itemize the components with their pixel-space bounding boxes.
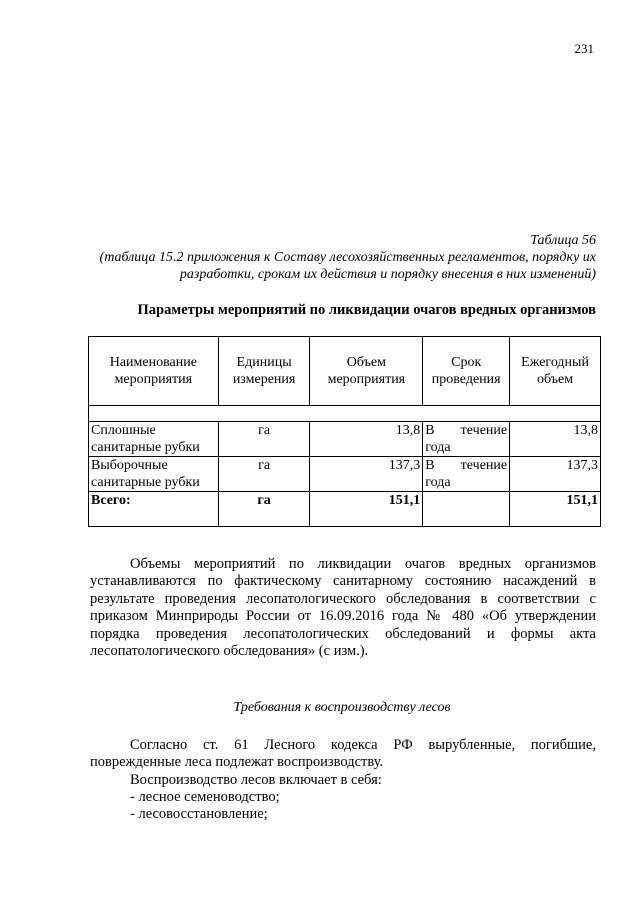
cell-unit: га — [218, 457, 310, 492]
paragraph-reproduction — [90, 737, 596, 789]
cell-term: В течение года — [423, 457, 510, 492]
cell-volume: 137,3 — [310, 457, 423, 492]
paragraph-volumes — [90, 556, 596, 660]
table-header-row — [89, 337, 601, 406]
header-cell: Ежегодный объем — [510, 337, 601, 406]
table-total-row — [89, 492, 601, 527]
cell-volume: 13,8 — [310, 422, 423, 457]
list-item: - лесовосстановление; — [130, 806, 268, 823]
table-source-note: (таблица 15.2 приложения к Составу лесохозяйственных регламентов, порядку их разработки, срокам их действия и порядку внесения в них изменений) — [99, 250, 596, 282]
table-title: Параметры мероприятий по ликвидации очагов вредных организмов — [137, 302, 596, 318]
paragraph-text: Воспроизводство лесов включает в себя: — [130, 771, 382, 788]
section-title: Требования к воспроизводству лесов — [233, 700, 451, 715]
table-spacer-row — [89, 406, 601, 422]
header-cell: Объем мероприятия — [310, 337, 423, 406]
cell-annual-volume: 13,8 — [510, 422, 601, 457]
table-number: Таблица 56 — [530, 233, 596, 248]
cell-total-unit: га — [218, 492, 310, 527]
cell-total-label: Всего: — [89, 492, 219, 527]
header-cell: Наименование мероприятия — [89, 337, 219, 406]
cell-total-term — [423, 492, 510, 527]
table-row — [89, 422, 601, 457]
cell-total-annual: 151,1 — [510, 492, 601, 527]
cell-term: В течение года — [423, 422, 510, 457]
cell-annual-volume: 137,3 — [510, 457, 601, 492]
table-row — [89, 457, 601, 492]
measures-table — [88, 336, 601, 527]
paragraph-text: Согласно ст. 61 Лесного кодекса РФ вырубленные, погибшие, поврежденные леса подлежат воспроизводству. — [90, 737, 596, 771]
reproduction-list — [130, 789, 280, 824]
header-cell: Единицы измерения — [218, 337, 310, 406]
page-number: 231 — [574, 41, 594, 56]
cell-total-volume: 151,1 — [310, 492, 423, 527]
cell-unit: га — [218, 422, 310, 457]
list-item: - лесное семеноводство; — [130, 789, 280, 805]
header-cell: Срок проведения — [423, 337, 510, 406]
cell-measure-name: Сплошные санитарные рубки — [89, 422, 219, 457]
cell-measure-name: Выборочные санитарные рубки — [89, 457, 219, 492]
paragraph-text: Объемы мероприятий по ликвидации очагов вредных организмов устанавливаются по фактическому санитарному состоянию насаждений в результате проведения лесопатологического обследования в соответствии с приказом Минприроды России от 16.09.2016 года № 480 «Об утверждении порядка проведения лесопатологических обследований и формы акта лесопатологического обследования» (с изм.). — [90, 556, 596, 660]
